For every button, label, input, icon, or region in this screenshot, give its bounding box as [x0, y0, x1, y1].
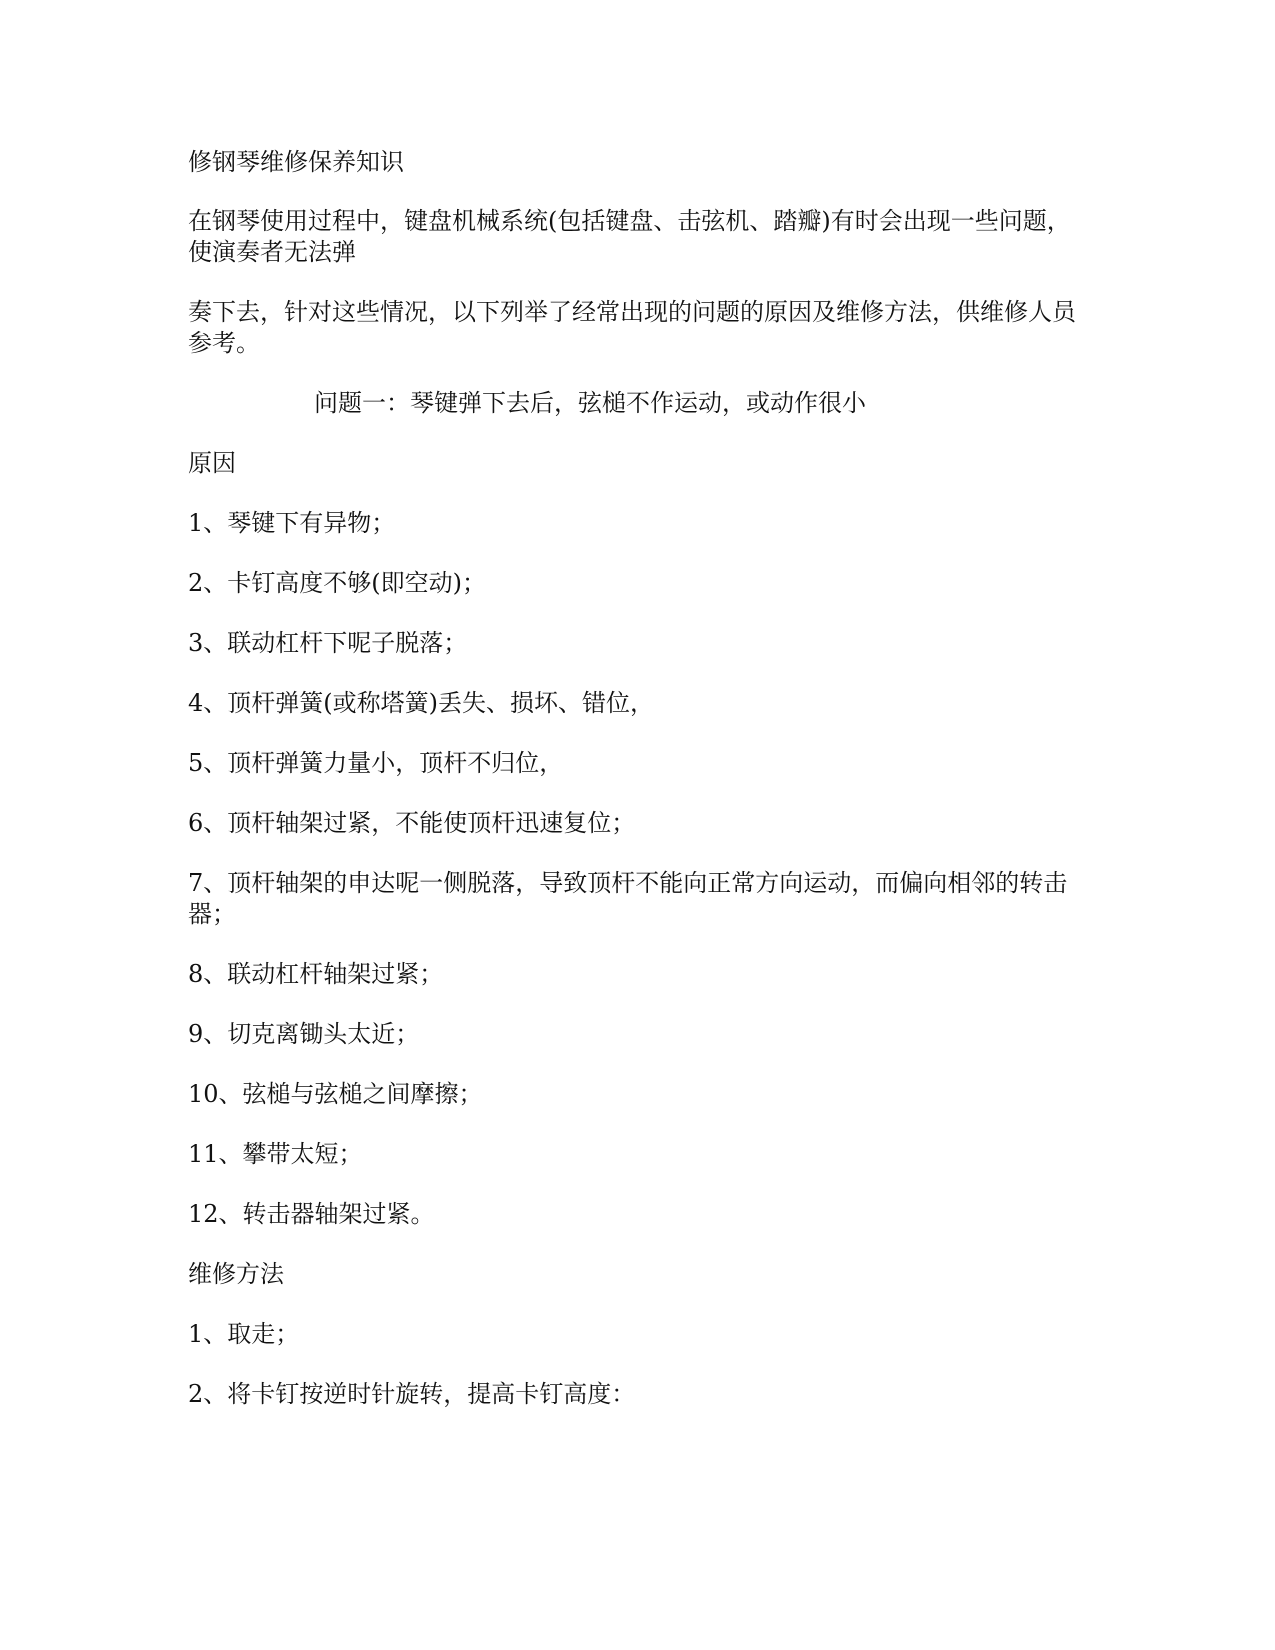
- intro-paragraph-2: 奏下去，针对这些情况，以下列举了经常出现的问题的原因及维修方法，供维修人员参考。: [188, 298, 1076, 357]
- list-item: 7、顶杆轴架的申达呢一侧脱落，导致顶杆不能向正常方向运动，而偏向相邻的转击器；: [188, 869, 1068, 928]
- list-item: 9、切克离锄头太近；: [188, 1020, 420, 1048]
- intro-paragraph-1: 在钢琴使用过程中，键盘机械系统(包括键盘、击弦机、踏瓣)有时会出现一些问题，使演奏者无法弹: [188, 207, 1071, 266]
- list-item: 10、弦槌与弦槌之间摩擦；: [188, 1080, 483, 1108]
- methods-heading: 维修方法: [188, 1260, 284, 1288]
- list-item: 6、顶杆轴架过紧，不能使顶杆迅速复位；: [188, 809, 636, 837]
- list-item: 5、顶杆弹簧力量小，顶杆不归位，: [188, 749, 564, 777]
- list-item: 1、琴键下有异物；: [188, 509, 396, 537]
- list-item: 3、联动杠杆下呢子脱落；: [188, 629, 468, 657]
- methods-list: [188, 1319, 1088, 1410]
- causes-heading: 原因: [188, 449, 236, 477]
- list-item: 2、将卡钉按逆时针旋转，提高卡钉高度：: [188, 1380, 636, 1408]
- list-item: 4、顶杆弹簧(或称塔簧)丢失、损坏、错位，: [188, 689, 654, 717]
- document-body: [188, 147, 1088, 1439]
- list-item: 2、卡钉高度不够(即空动)；: [188, 569, 486, 597]
- list-item: 8、联动杠杆轴架过紧；: [188, 960, 444, 988]
- causes-list: [188, 508, 1088, 1230]
- list-item: 11、攀带太短；: [188, 1140, 363, 1168]
- document-title: 修钢琴维修保养知识: [188, 148, 404, 176]
- problem-1-heading: 问题一：琴键弹下去后，弦槌不作运动，或动作很小: [314, 389, 866, 417]
- list-item: 12、转击器轴架过紧。: [188, 1200, 435, 1228]
- list-item: 1、取走；: [188, 1320, 300, 1348]
